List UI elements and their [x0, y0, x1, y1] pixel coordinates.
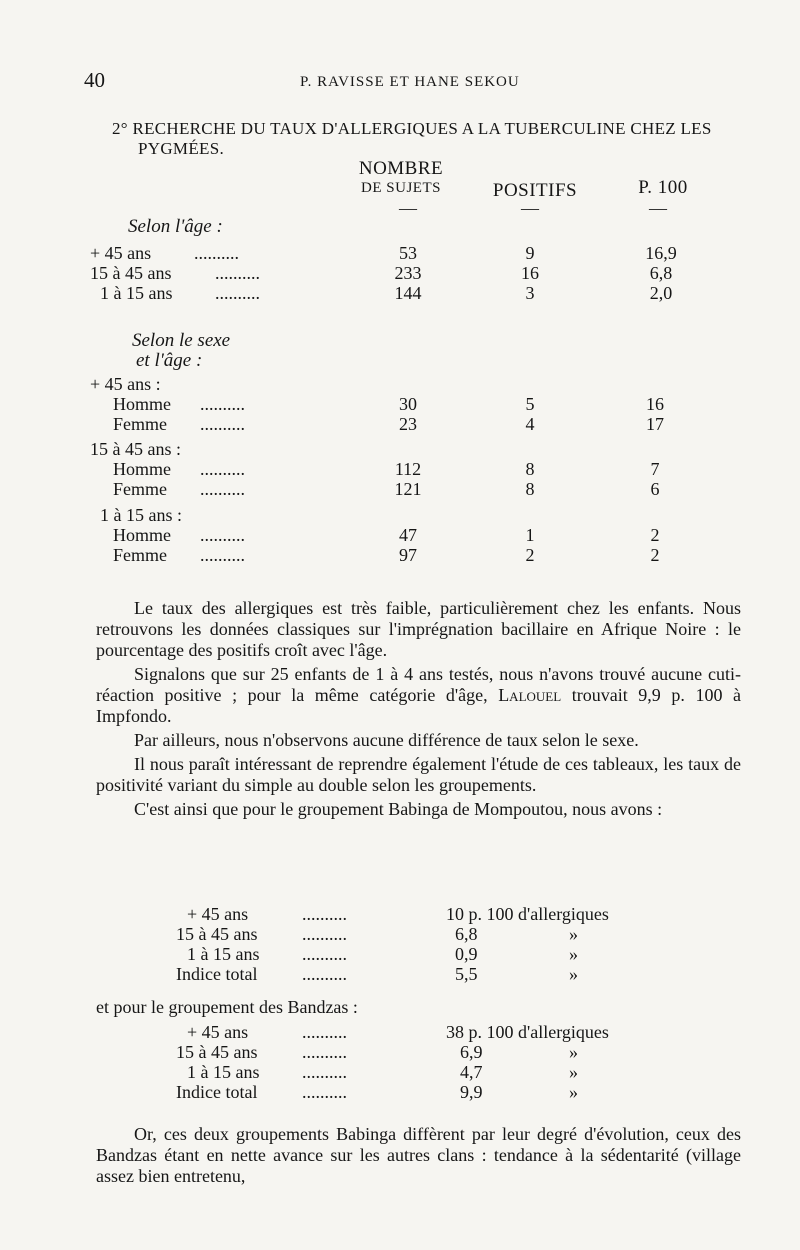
dot-leader: .......... [194, 243, 239, 263]
section-title-line2: PYGMÉES. [138, 139, 224, 158]
cell-n: 23 [399, 414, 417, 434]
age-section-title: Selon l'âge : [128, 216, 223, 237]
row-label: Femme [113, 545, 167, 565]
paragraph: Par ailleurs, nous n'observons aucune différence de taux selon le sexe. [134, 730, 639, 750]
dot-leader: .......... [200, 545, 245, 565]
group-label: 15 à 45 ans : [90, 439, 181, 459]
row-label: Homme [113, 394, 171, 414]
cell-pos: 2 [525, 545, 535, 565]
cell-pct: 16,9 [645, 243, 677, 263]
dot-leader: .......... [200, 394, 245, 414]
cell-n: 144 [394, 283, 422, 303]
col-dash: — [521, 198, 539, 218]
dot-leader: .......... [200, 525, 245, 545]
cell-pct: 2 [650, 525, 660, 545]
paragraph: Le taux des allergiques est très faible, particulièrement chez les enfants. Nous retrouvons les données classiques sur l'imprégnation bacillaire en Afrique Noire : le pourcentage des positifs croît avec l'âge. [96, 598, 741, 660]
group-label: + 45 ans : [90, 374, 161, 394]
cell-n: 30 [399, 394, 417, 414]
row-label: + 45 ans [90, 243, 152, 263]
col-dash: — [399, 198, 417, 218]
dot-leader: .......... [215, 283, 260, 303]
body-text [96, 598, 741, 820]
cell-pos: 16 [521, 263, 539, 283]
cell-n: 97 [399, 545, 417, 565]
cell-pos: 3 [525, 283, 535, 303]
col-head-p100: P. 100 [638, 177, 688, 198]
page-number: 40 [84, 68, 105, 92]
row-label: Homme [113, 459, 171, 479]
cell-pos: 8 [525, 459, 535, 479]
col-dash: — [649, 198, 667, 218]
cell-pos: 4 [525, 414, 535, 434]
cell-n: 112 [394, 459, 422, 479]
paragraph: Il nous paraît intéressant de reprendre également l'étude de ces tableaux, les taux de positivité variant du simple au double selon les groupements. [96, 754, 741, 795]
col-head-nombre-line2: DE SUJETS [361, 180, 441, 196]
col-head-nombre-line1: NOMBRE [358, 158, 444, 179]
row-label: 1 à 15 ans [100, 283, 173, 303]
col-head-positifs: POSITIFS [492, 180, 578, 201]
dot-leader: .......... [200, 459, 245, 479]
cell-pos: 5 [525, 394, 535, 414]
cell-pct: 6,8 [649, 263, 673, 283]
cell-n: 233 [394, 263, 422, 283]
paragraph: Signalons que sur 25 enfants de 1 à 4 ans testés, nous n'avons trouvé aucune cuti-réaction positive ; pour la même catégorie d'âge, Lalouel trouvait 9,9 p. 100 à Impfondo. [96, 664, 742, 726]
cell-n: 121 [394, 479, 422, 499]
running-title: P. RAVISSE ET HANE SEKOU [300, 74, 520, 90]
cell-pct: 16 [646, 394, 664, 414]
body-text [96, 1124, 741, 1187]
sex-age-title-line2: et l'âge : [136, 350, 203, 371]
col-head-nombre [346, 158, 456, 197]
cell-pct: 2 [650, 545, 660, 565]
section-title-line1: 2° RECHERCHE DU TAUX D'ALLERGIQUES A LA TUBERCULINE CHEZ LES [112, 119, 712, 138]
dot-leader: .......... [200, 479, 245, 499]
row-label: 15 à 45 ans [90, 263, 172, 283]
cell-pos: 8 [525, 479, 535, 499]
row-label: Homme [113, 525, 171, 545]
cell-pct: 6 [650, 479, 660, 499]
sex-age-title-line1: Selon le sexe [132, 330, 231, 351]
paragraph: C'est ainsi que pour le groupement Babinga de Mompoutou, nous avons : [134, 799, 663, 819]
cell-pos: 1 [525, 525, 535, 545]
cell-pct: 17 [646, 414, 664, 434]
dot-leader: .......... [200, 414, 245, 434]
document-page: 40 P. RAVISSE ET HANE SEKOU 2° RECHERCHE DU TAUX D'ALLERGIQUES A LA TUBERCULINE CHEZ LES PYGMÉES. NOMBRE DE SUJETS POSITIFS P. 100 — — — Selon l'âge : + 45 ans .......... 53 9 16,9 15 à 45 ans .......... 233 16 6,8 1 à 15 ans .......... 144 3 2,0 Selon le sexe et l'âge : + 45 ans : Homme .......... 30 5 16 Femme .......... 23 4 17 15 à 45 ans : Homme .......... 112 8 7 Femme .......... 121 8 6 1 à 15 ans : Homme .......... 47 1 2 Femme .......... 97 2 2 Le taux des allergiques est très faible, particulièrement chez les enfants. Nous retrouvons les données classiques sur l'imprégnation bacillaire en Afrique Noire : le pourcentage des positifs croît avec l'âge. Signalons que sur 25 enfants de 1 à 4 ans testés, nous n'avons trouvé aucune cuti-réaction positive ; pour la même catégorie d'âge, Lalouel trouvait 9,9 p. 100 à Impfondo. Par ailleurs, nous n'observons aucune différence de taux selon le sexe. Il nous paraît intéressant de reprendre également l'étude de ces tableaux, les taux de positivité variant du simple au double selon les groupements. C'est ainsi que pour le groupement Babinga de Mompoutou, nous avons : + 45 ans .......... 10 p. 100 d'allergiques 15 à 45 ans .......... 6,8 » 1 à 15 ans .......... 0,9 » Indice total .......... 5,5 » et pour le groupement des Bandzas : + 45 ans .......... 38 p. 100 d'allergiques 15 à 45 ans .......... 6,9 » 1 à 15 ans .......... 4,7 » Indice total .......... 9,9 » Or, ces deux groupements Babinga diffèrent par leur degré d'évolution, ceux des Bandzas étant en nette avance sur les autres clans : tendance à la sédentarité (village assez bien entretenu, [84, 68, 742, 1186]
cell-pct: 7 [650, 459, 660, 479]
group-label: 1 à 15 ans : [100, 505, 182, 525]
paragraph: Or, ces deux groupements Babinga diffèrent par leur degré d'évolution, ceux des Bandzas étant en nette avance sur les autres clans : tendance à la sédentarité (village assez bien entretenu, [96, 1124, 741, 1186]
body-text [96, 997, 741, 1018]
dot-leader: .......... [215, 263, 260, 283]
paragraph: et pour le groupement des Bandzas : [96, 997, 358, 1017]
cell-n: 47 [399, 525, 417, 545]
cell-n: 53 [399, 243, 417, 263]
row-label: Femme [113, 479, 167, 499]
cell-pct: 2,0 [649, 283, 673, 303]
author-name: Lalouel [498, 685, 562, 705]
cell-pos: 9 [525, 243, 535, 263]
row-label: Femme [113, 414, 167, 434]
